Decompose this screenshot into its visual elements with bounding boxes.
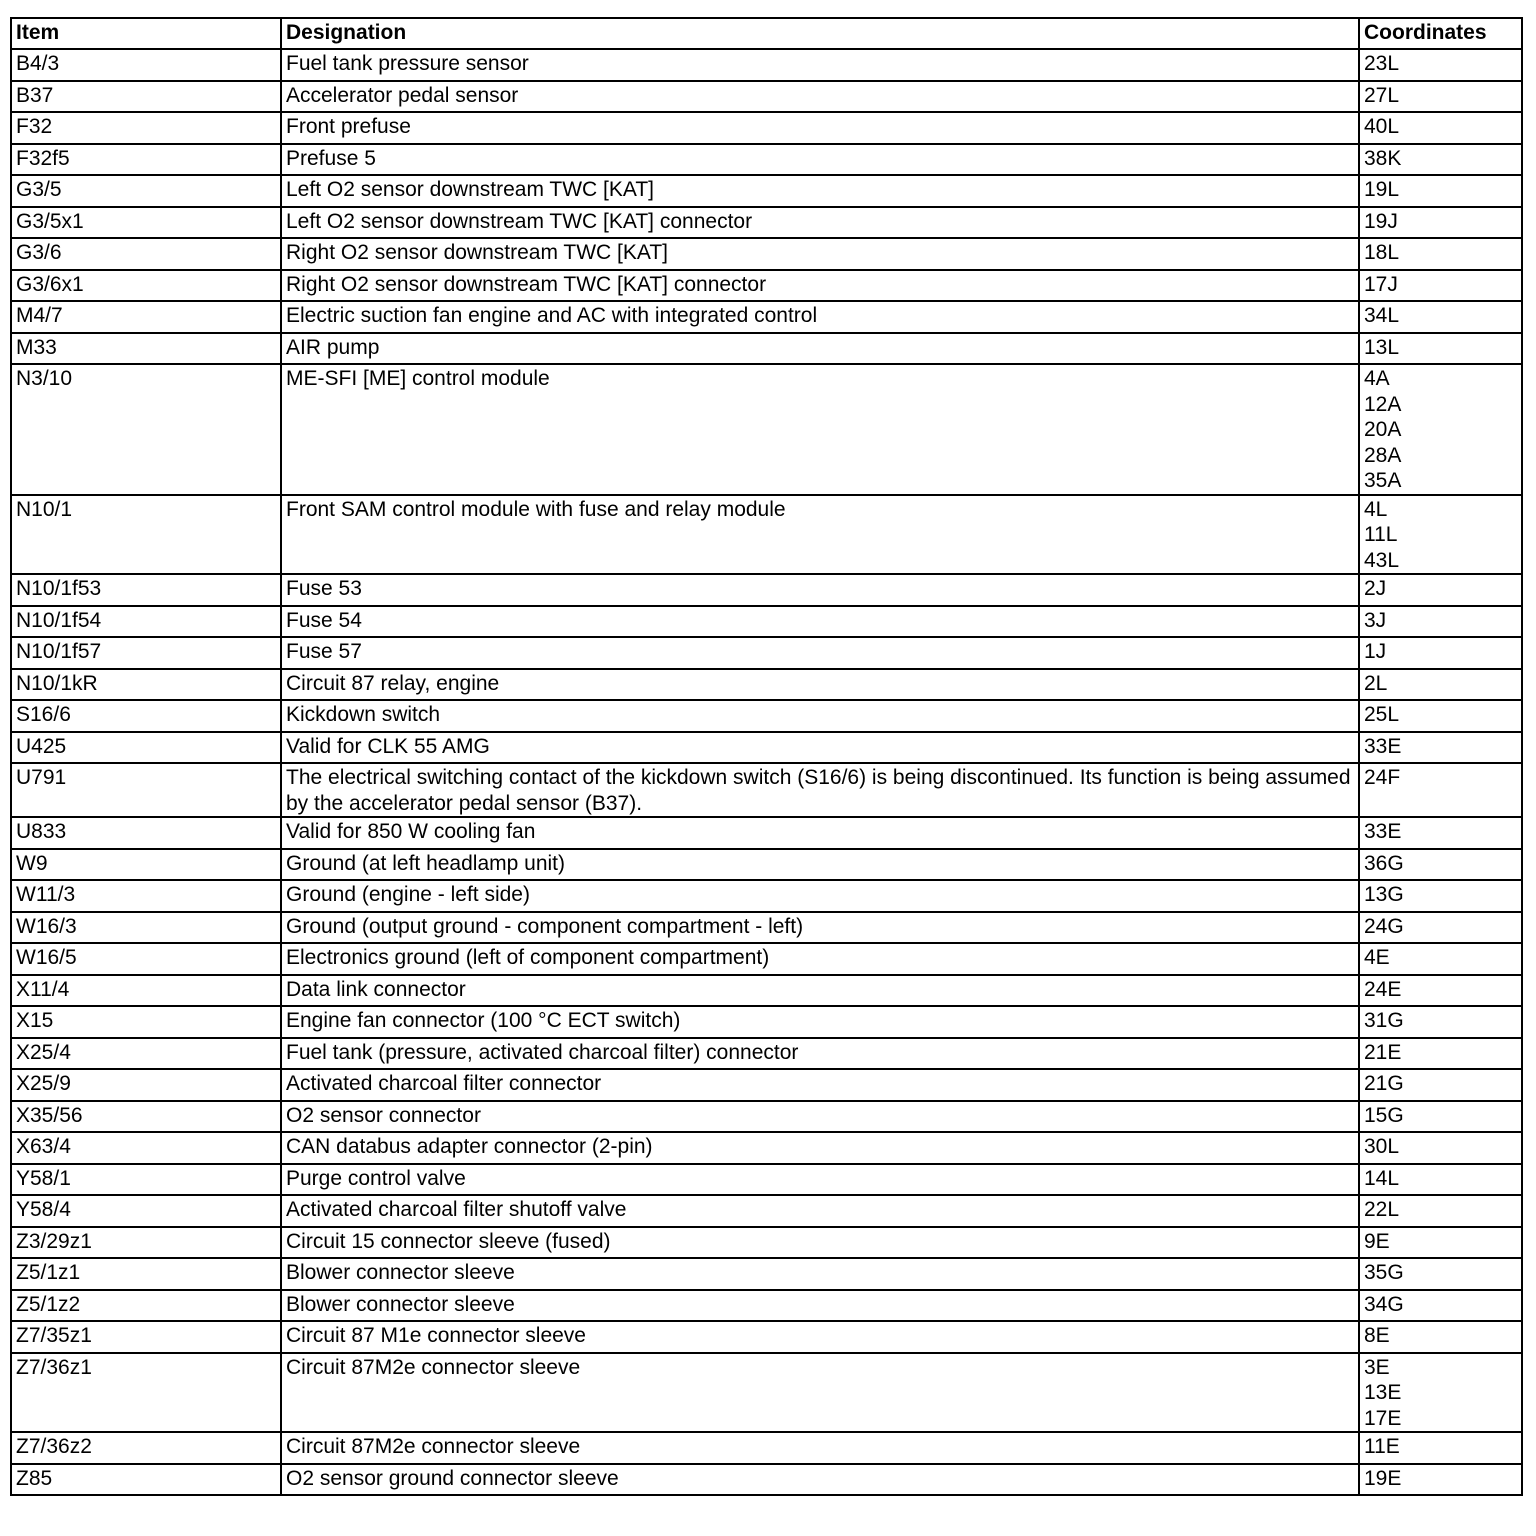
coordinate-value: 13L (1364, 335, 1400, 359)
coordinate-value: 24G (1364, 914, 1404, 938)
designation-cell: Activated charcoal filter connector (281, 1069, 1359, 1101)
coordinate-value: 4A (1364, 367, 1390, 390)
coordinate-value: 15G (1364, 1103, 1404, 1127)
item-cell: X63/4 (11, 1132, 281, 1164)
designation-cell: AIR pump (281, 333, 1359, 365)
table-row (11, 175, 1522, 207)
coordinate-value: 3E (1364, 1355, 1390, 1379)
coordinates-cell (1359, 732, 1522, 764)
table-row (11, 49, 1522, 81)
table-row (11, 975, 1522, 1007)
designation-cell: Blower connector sleeve (281, 1258, 1359, 1290)
designation-cell: Front prefuse (281, 112, 1359, 144)
table-row (11, 637, 1522, 669)
item-cell: G3/5x1 (11, 207, 281, 239)
table-row (11, 1069, 1522, 1101)
item-cell: X25/4 (11, 1038, 281, 1070)
coordinates-cell (1359, 238, 1522, 270)
table-row (11, 1464, 1522, 1496)
designation-cell: Right O2 sensor downstream TWC [KAT] connector (281, 270, 1359, 302)
coordinate-value: 9E (1364, 1229, 1390, 1253)
table-row (11, 1101, 1522, 1133)
coordinate-value: 33E (1364, 734, 1402, 758)
item-cell: U425 (11, 732, 281, 764)
item-cell: B4/3 (11, 49, 281, 81)
item-cell: N10/1f54 (11, 606, 281, 638)
table-row (11, 849, 1522, 881)
designation-cell: Accelerator pedal sensor (281, 81, 1359, 113)
item-cell: W16/3 (11, 912, 281, 944)
designation-cell: O2 sensor ground connector sleeve (281, 1464, 1359, 1496)
coordinates-cell (1359, 301, 1522, 333)
coordinate-value: 17J (1364, 272, 1398, 296)
coordinates-cell (1359, 333, 1522, 365)
item-cell: Z7/35z1 (11, 1321, 281, 1353)
designation-cell: Circuit 87M2e connector sleeve (281, 1432, 1359, 1464)
item-cell: W9 (11, 849, 281, 881)
coordinate-value: 4L (1364, 497, 1388, 521)
designation-cell: Left O2 sensor downstream TWC [KAT] connector (281, 207, 1359, 239)
item-cell: X25/9 (11, 1069, 281, 1101)
table-row (11, 606, 1522, 638)
item-cell: Z3/29z1 (11, 1227, 281, 1259)
coordinate-value: 36G (1364, 851, 1404, 875)
designation-cell: Left O2 sensor downstream TWC [KAT] (281, 175, 1359, 207)
table-row (11, 1353, 1522, 1433)
designation-cell: Fuel tank (pressure, activated charcoal filter) connector (281, 1038, 1359, 1070)
coordinate-value: 1J (1364, 640, 1387, 663)
coordinates-cell (1359, 669, 1522, 701)
designation-cell: Valid for CLK 55 AMG (281, 732, 1359, 764)
item-cell: G3/6 (11, 238, 281, 270)
table-row (11, 880, 1522, 912)
coordinate-value: 35A (1364, 469, 1402, 492)
designation-cell: Right O2 sensor downstream TWC [KAT] (281, 238, 1359, 270)
coordinate-value: 27L (1364, 83, 1400, 107)
column-header-coordinates: Coordinates (1359, 18, 1522, 49)
coordinates-cell (1359, 975, 1522, 1007)
item-cell: N10/1 (11, 495, 281, 575)
designation-cell: O2 sensor connector (281, 1101, 1359, 1133)
coordinates-cell (1359, 81, 1522, 113)
coordinates-cell (1359, 1164, 1522, 1196)
coordinate-value: 38K (1364, 146, 1402, 170)
coordinate-value: 20A (1364, 418, 1402, 441)
item-cell: Z5/1z2 (11, 1290, 281, 1322)
table-row (11, 333, 1522, 365)
item-cell: Z85 (11, 1464, 281, 1496)
item-cell: B37 (11, 81, 281, 113)
coordinate-value: 13E (1364, 1381, 1402, 1404)
designation-cell: Data link connector (281, 975, 1359, 1007)
table-row (11, 495, 1522, 575)
coordinate-value: 17E (1364, 1406, 1402, 1430)
coordinates-cell (1359, 175, 1522, 207)
coordinates-cell (1359, 1464, 1522, 1496)
coordinates-cell (1359, 1290, 1522, 1322)
item-cell: N10/1f57 (11, 637, 281, 669)
coordinates-cell (1359, 1006, 1522, 1038)
item-cell: X11/4 (11, 975, 281, 1007)
designation-cell: Activated charcoal filter shutoff valve (281, 1195, 1359, 1227)
coordinates-cell (1359, 574, 1522, 606)
table-row (11, 301, 1522, 333)
table-row (11, 912, 1522, 944)
coordinates-cell (1359, 912, 1522, 944)
coordinates-cell (1359, 817, 1522, 849)
coordinate-value: 14L (1364, 1166, 1400, 1190)
coordinate-value: 2J (1364, 577, 1387, 600)
coordinate-value: 2L (1364, 671, 1388, 695)
item-cell: Y58/4 (11, 1195, 281, 1227)
item-cell: Y58/1 (11, 1164, 281, 1196)
coordinate-value: 28A (1364, 443, 1402, 467)
item-cell: M4/7 (11, 301, 281, 333)
designation-cell: Ground (engine - left side) (281, 880, 1359, 912)
table-row (11, 144, 1522, 176)
coordinate-value: 34L (1364, 304, 1400, 327)
item-cell: W11/3 (11, 880, 281, 912)
coordinates-cell (1359, 700, 1522, 732)
coordinates-cell (1359, 606, 1522, 638)
item-cell: X35/56 (11, 1101, 281, 1133)
coordinates-cell (1359, 637, 1522, 669)
coordinates-cell (1359, 1195, 1522, 1227)
coordinate-value: 19J (1364, 209, 1398, 233)
designation-cell: Fuse 54 (281, 606, 1359, 638)
table-row (11, 1321, 1522, 1353)
coordinates-cell (1359, 763, 1522, 817)
table-row (11, 1432, 1522, 1464)
coordinate-value: 24E (1364, 977, 1402, 1001)
coordinates-cell (1359, 1069, 1522, 1101)
coordinate-value: 40L (1364, 115, 1400, 138)
table-row (11, 1195, 1522, 1227)
coordinates-cell (1359, 270, 1522, 302)
item-cell: Z5/1z1 (11, 1258, 281, 1290)
item-cell: F32 (11, 112, 281, 144)
table-row (11, 81, 1522, 113)
item-cell: U791 (11, 763, 281, 817)
coordinates-cell (1359, 1258, 1522, 1290)
coordinate-value: 12A (1364, 392, 1402, 416)
table-row (11, 1258, 1522, 1290)
item-cell: S16/6 (11, 700, 281, 732)
coordinates-cell (1359, 207, 1522, 239)
item-cell: G3/6x1 (11, 270, 281, 302)
table-row (11, 1290, 1522, 1322)
table-row (11, 574, 1522, 606)
coordinate-value: 21G (1364, 1072, 1404, 1095)
coordinate-value: 4E (1364, 946, 1390, 969)
table-row (11, 112, 1522, 144)
designation-cell: Fuel tank pressure sensor (281, 49, 1359, 81)
coordinates-cell (1359, 112, 1522, 144)
designation-cell: Circuit 87 relay, engine (281, 669, 1359, 701)
coordinate-value: 3J (1364, 608, 1387, 632)
designation-cell: Purge control valve (281, 1164, 1359, 1196)
table-body (11, 49, 1522, 1495)
table-row (11, 669, 1522, 701)
coordinate-value: 21E (1364, 1040, 1402, 1064)
coordinate-value: 11E (1364, 1435, 1400, 1458)
table-row (11, 817, 1522, 849)
coordinate-value: 11L (1364, 523, 1398, 546)
designation-cell: ME-SFI [ME] control module (281, 364, 1359, 495)
item-cell: N10/1f53 (11, 574, 281, 606)
coordinate-value: 33E (1364, 820, 1402, 843)
coordinates-cell (1359, 49, 1522, 81)
table-row (11, 364, 1522, 495)
item-cell: G3/5 (11, 175, 281, 207)
coordinate-value: 30L (1364, 1135, 1400, 1158)
designation-cell: Kickdown switch (281, 700, 1359, 732)
coordinate-value: 23L (1364, 52, 1400, 75)
item-cell: N3/10 (11, 364, 281, 495)
coordinates-cell (1359, 495, 1522, 575)
table-row (11, 1132, 1522, 1164)
coordinates-cell (1359, 1038, 1522, 1070)
coordinates-cell (1359, 144, 1522, 176)
table-row (11, 1164, 1522, 1196)
table-row (11, 1227, 1522, 1259)
designation-cell: Front SAM control module with fuse and relay module (281, 495, 1359, 575)
coordinates-cell (1359, 849, 1522, 881)
item-cell: Z7/36z1 (11, 1353, 281, 1433)
designation-cell: Circuit 15 connector sleeve (fused) (281, 1227, 1359, 1259)
table-row (11, 238, 1522, 270)
coordinates-cell (1359, 364, 1522, 495)
coordinate-value: 22L (1364, 1198, 1400, 1221)
coordinate-value: 18L (1364, 241, 1400, 264)
designation-cell: Ground (at left headlamp unit) (281, 849, 1359, 881)
item-cell: X15 (11, 1006, 281, 1038)
table-row (11, 1038, 1522, 1070)
item-cell: Z7/36z2 (11, 1432, 281, 1464)
coordinate-value: 19L (1364, 178, 1400, 201)
coordinates-cell (1359, 1132, 1522, 1164)
coordinates-cell (1359, 1353, 1522, 1433)
coordinate-value: 35G (1364, 1261, 1404, 1284)
item-cell: M33 (11, 333, 281, 365)
designation-cell: Blower connector sleeve (281, 1290, 1359, 1322)
designation-cell: CAN databus adapter connector (2-pin) (281, 1132, 1359, 1164)
coordinates-cell (1359, 1432, 1522, 1464)
designation-cell: The electrical switching contact of the kickdown switch (S16/6) is being discontinued. Its function is being assumed by the accelerator pedal sensor (B37). (281, 763, 1359, 817)
coordinate-value: 25L (1364, 703, 1400, 726)
item-cell: F32f5 (11, 144, 281, 176)
table-row (11, 270, 1522, 302)
coordinate-value: 24F (1364, 766, 1401, 789)
designation-cell: Valid for 850 W cooling fan (281, 817, 1359, 849)
table-row (11, 732, 1522, 764)
table-row (11, 207, 1522, 239)
designation-cell: Fuse 53 (281, 574, 1359, 606)
table-row (11, 943, 1522, 975)
column-header-designation: Designation (281, 18, 1359, 49)
coordinates-cell (1359, 1101, 1522, 1133)
coordinate-value: 13G (1364, 883, 1404, 906)
designation-cell: Fuse 57 (281, 637, 1359, 669)
component-legend-table (10, 17, 1523, 1496)
coordinate-value: 34G (1364, 1292, 1404, 1316)
designation-cell: Prefuse 5 (281, 144, 1359, 176)
item-cell: U833 (11, 817, 281, 849)
designation-cell: Electric suction fan engine and AC with integrated control (281, 301, 1359, 333)
coordinate-value: 43L (1364, 548, 1400, 572)
designation-cell: Ground (output ground - component compartment - left) (281, 912, 1359, 944)
item-cell: N10/1kR (11, 669, 281, 701)
coordinate-value: 31G (1364, 1009, 1404, 1032)
column-header-item: Item (11, 18, 281, 49)
designation-cell: Circuit 87M2e connector sleeve (281, 1353, 1359, 1433)
coordinates-cell (1359, 1321, 1522, 1353)
designation-cell: Electronics ground (left of component compartment) (281, 943, 1359, 975)
coordinates-cell (1359, 880, 1522, 912)
coordinates-cell (1359, 943, 1522, 975)
coordinates-cell (1359, 1227, 1522, 1259)
coordinate-value: 19E (1364, 1466, 1402, 1490)
table-header-row (11, 18, 1522, 49)
table-row (11, 763, 1522, 817)
coordinate-value: 8E (1364, 1324, 1390, 1347)
designation-cell: Engine fan connector (100 °C ECT switch) (281, 1006, 1359, 1038)
table-row (11, 700, 1522, 732)
designation-cell: Circuit 87 M1e connector sleeve (281, 1321, 1359, 1353)
table-row (11, 1006, 1522, 1038)
item-cell: W16/5 (11, 943, 281, 975)
